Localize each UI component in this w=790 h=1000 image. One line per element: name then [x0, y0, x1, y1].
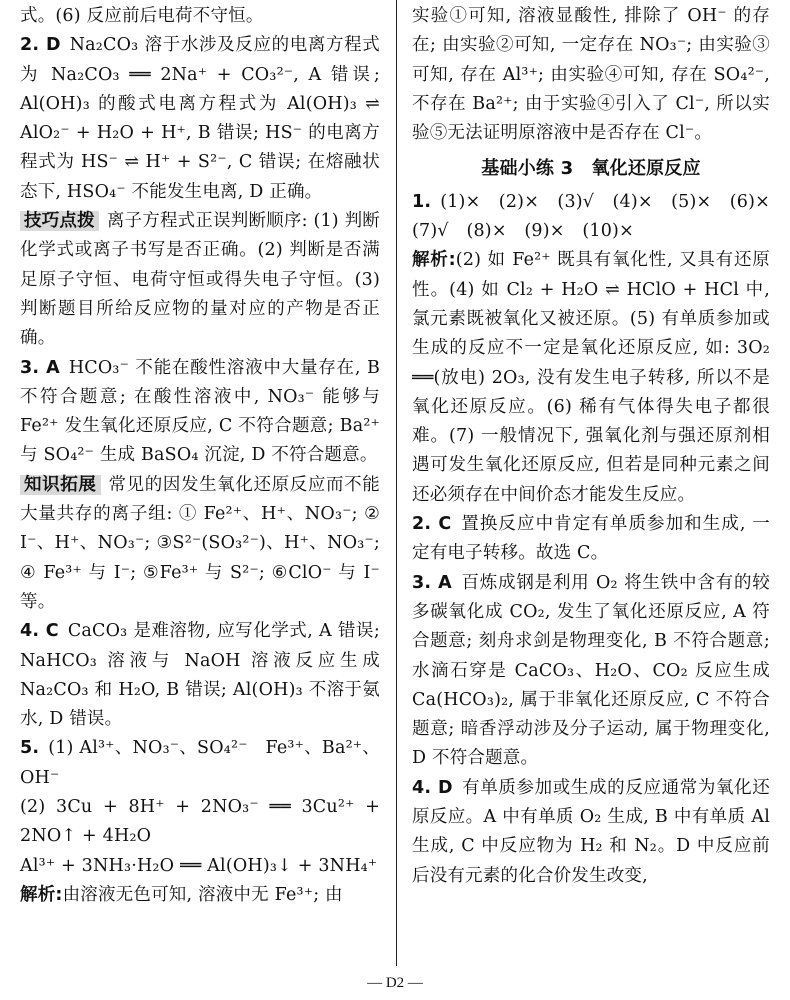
paragraph	[20, 207, 380, 353]
answer-number: 3. A	[20, 357, 60, 378]
answer-item	[20, 354, 380, 471]
analysis-label: 解析:	[20, 884, 63, 905]
paragraph-text: 离子方程式正误判断顺序: (1) 判断化学式或离子书写是否正确。(2) 判断是否满足原子守恒、电荷守恒或得失电子守恒。(3) 判断题目所给反应物的量对应的产物是否正确。	[20, 211, 380, 349]
answer-item	[20, 617, 380, 734]
paragraph-text: 由溶液无色可知, 溶液中无 Fe³⁺; 由	[62, 884, 343, 905]
answer-number: 1.	[412, 191, 432, 212]
paragraph-text: Al³⁺ + 3NH₃·H₂O ══ Al(OH)₃↓ + 3NH₄⁺	[20, 855, 378, 876]
answer-number: 4. D	[412, 777, 453, 798]
answer-item	[412, 510, 770, 569]
answer-item	[412, 188, 788, 247]
paragraph	[20, 793, 380, 852]
answer-number: 2. D	[20, 35, 61, 56]
paragraph-text: 有单质参加或生成的反应通常为氧化还原反应。A 中有单质 O₂ 生成, B 中有单质 Al 生成, C 中反应物为 H₂ 和 N₂。D 中反应前后没有元素的化合价发生改变,	[412, 777, 770, 886]
answer-number: 3. A	[412, 572, 452, 593]
answer-item	[412, 569, 770, 774]
paragraph	[20, 852, 380, 881]
page-number: — D2 —	[367, 975, 423, 991]
paragraph-text: HCO₃⁻ 不能在酸性溶液中大量存在, B 不符合题意; 在酸性溶液中, NO₃⁻ 能够与 Fe²⁺ 发生氧化还原反应, C 不符合题意; Ba²⁺ 与 SO₄²⁻ 生成 BaSO₄ 沉淀, D 不符合题意。	[20, 357, 381, 466]
paragraph-text: (2) 如 Fe²⁺ 既具有氧化性, 又具有还原性。(4) 如 Cl₂ + H₂O ⇌ HClO + HCl 中, 氯元素既被氧化又被还原。(5) 有单质参加或生成的反应不一定是氧化还原反应, 如: 3O₂ ══(放电) 2O₃, 没有发生电子转移, 所以不是氧化还原反应。(6) 稀有气体得失电子都很难。(7) 一般情况下, 强氧化剂与强还原剂相遇可发生氧化还原反应, 但若是同种元素之间还必须存在中间价态才能发生反应。	[412, 250, 770, 505]
paragraph-text: (1) Al³⁺、NO₃⁻、SO₄²⁻ Fe³⁺、Ba²⁺、OH⁻	[20, 738, 380, 788]
tip-tag: 技巧点拨	[20, 211, 99, 231]
answer-number: 5.	[20, 738, 40, 759]
section-title: 基础小练 3 氧化还原反应	[481, 158, 701, 180]
answer-item	[20, 734, 380, 793]
paragraph-text: 实验①可知, 溶液显酸性, 排除了 OH⁻ 的存在; 由实验②可知, 一定存在 NO₃⁻; 由实验③可知, 存在 Al³⁺; 由实验④可知, 存在 SO₄²⁻, 不存在 Ba²⁺; 由于实验④引入了 Cl⁻, 所以实验⑤无法证明原溶液中是否存在 Cl⁻。	[412, 6, 770, 144]
analysis-label: 解析:	[412, 250, 456, 271]
paragraph	[20, 881, 380, 910]
paragraph-text: (1)× (2)× (3)√ (4)× (5)× (6)× (7)√ (8)× (9)× (10)×	[412, 191, 788, 242]
paragraph	[412, 2, 770, 148]
paragraph-text: (2) 3Cu + 8H⁺ + 2NO₃⁻ ══ 3Cu²⁺ + 2NO↑ + 4H₂O	[20, 797, 380, 847]
answer-number: 2. C	[412, 514, 452, 535]
right-column	[412, 2, 788, 966]
paragraph-text: CaCO₃ 是难溶物, 应写化学式, A 错误; NaHCO₃ 溶液与 NaOH 溶液反应生成 Na₂CO₃ 和 H₂O, B 错误; Al(OH)₃ 不溶于氨水, D 错误。	[20, 621, 380, 730]
answer-item	[412, 774, 770, 891]
left-column	[20, 2, 380, 966]
answer-number: 4. C	[20, 621, 59, 642]
paragraph-text: 常见的因发生氧化还原反应而不能大量共存的离子组: ① Fe²⁺、H⁺、NO₃⁻; ② I⁻、H⁺、NO₃⁻; ③S²⁻(SO₃²⁻)、H⁺、NO₃⁻; ④ Fe³⁺ 与 I⁻; ⑤Fe³⁺ 与 S²⁻; ⑥ClO⁻ 与 I⁻ 等。	[20, 474, 380, 612]
paragraph	[20, 2, 380, 31]
tip-tag: 知识拓展	[20, 475, 101, 495]
paragraph	[20, 471, 380, 617]
paragraph-text: 式。(6) 反应前后电荷不守恒。	[20, 6, 264, 26]
paragraph-text: 置换反应中肯定有单质参加和生成, 一定有电子转移。故选 C。	[412, 514, 770, 564]
answer-item	[20, 31, 380, 207]
paragraph	[412, 246, 770, 510]
column-divider	[396, 0, 397, 966]
paragraph-text: 百炼成钢是利用 O₂ 将生铁中含有的较多碳氧化成 CO₂, 发生了氧化还原反应, A 符合题意; 刻舟求剑是物理变化, B 不符合题意; 水滴石穿是 CaCO₃、H₂O、CO₂ 反应生成 Ca(HCO₃)₂, 属于非氧化还原反应, C 不符合题意; 暗香浮动涉及分子运动, 属于物理变化, D 不符合题意。	[412, 572, 770, 769]
paragraph-text: Na₂CO₃ 溶于水涉及反应的电离方程式为 Na₂CO₃ ══ 2Na⁺ + CO₃²⁻, A 错误; Al(OH)₃ 的酸式电离方程式为 Al(OH)₃ ⇌ AlO₂⁻ + H₂O + H⁺, B 错误; HS⁻ 的电离方程式为 HS⁻ ⇌ H⁺ + S²⁻, C 错误; 在熔融状态下, HSO₄⁻ 不能发生电离, D 正确。	[20, 35, 381, 202]
